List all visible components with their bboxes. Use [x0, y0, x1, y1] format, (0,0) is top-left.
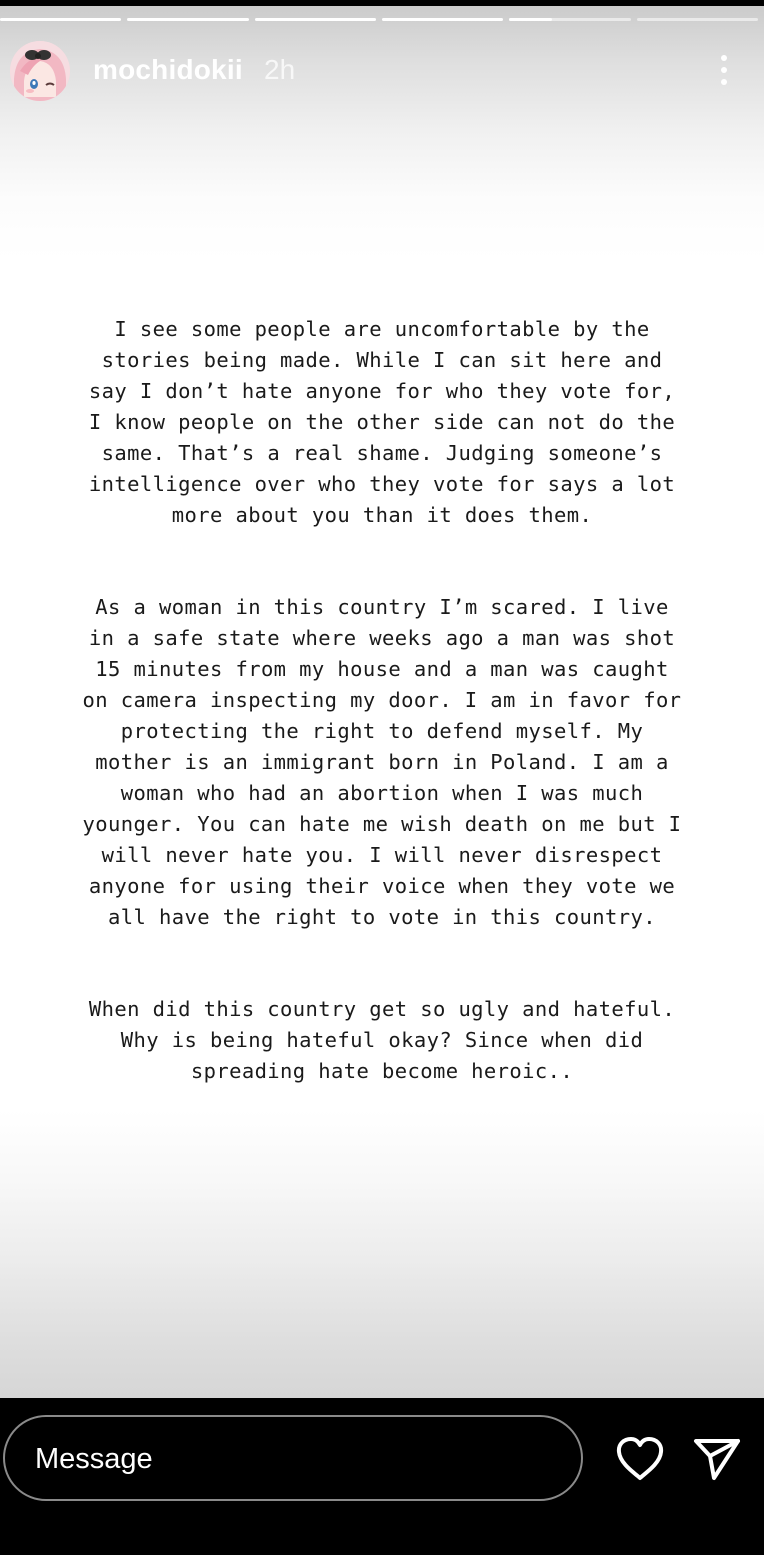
heart-icon[interactable] — [614, 1436, 666, 1482]
message-input[interactable] — [3, 1415, 583, 1501]
progress-segment — [637, 18, 758, 21]
more-options-icon[interactable] — [704, 48, 744, 92]
user-avatar[interactable] — [10, 41, 70, 101]
story-text-paragraph-1: I see some people are uncomfortable by the stories being made. While I can sit here and say I don’t hate anyone for who they vote for, I know people on the other side can not do the same. That’s a real shame. Judging someone’s intelligence over who they vote for says a lot more about you than it does them. — [88, 317, 676, 527]
story-timestamp: 2h — [264, 54, 296, 85]
progress-segment — [382, 18, 503, 21]
story-username[interactable]: mochidokii — [93, 54, 243, 85]
progress-segment — [0, 18, 121, 21]
send-icon[interactable] — [692, 1436, 742, 1482]
story-text-paragraph-2: As a woman in this country I’m scared. I live in a safe state where weeks ago a man was shot 15 minutes from my house and a man was caught on camera inspecting my door. I am in favor for protecting the right to defend myself. My mother is an immigrant born in Poland. I am a woman who had an abortion when I was much younger. You can hate me wish death on me but I will never hate you. I will never disrespect anyone for using their voice when they vote we all have the right to vote in this country. — [82, 595, 682, 929]
anime-avatar-icon — [10, 41, 70, 101]
progress-segment — [127, 18, 248, 21]
reply-bar — [0, 1398, 764, 1555]
progress-segment — [509, 18, 630, 21]
message-placeholder: Message — [35, 1443, 153, 1475]
progress-segment — [255, 18, 376, 21]
story-text-paragraph-3: When did this country get so ugly and hateful. Why is being hateful okay? Since when did spreading hate become heroic.. — [88, 997, 676, 1083]
status-strip — [0, 0, 764, 6]
progress-segment-fill — [509, 18, 551, 21]
story-progress-bar — [0, 18, 764, 22]
